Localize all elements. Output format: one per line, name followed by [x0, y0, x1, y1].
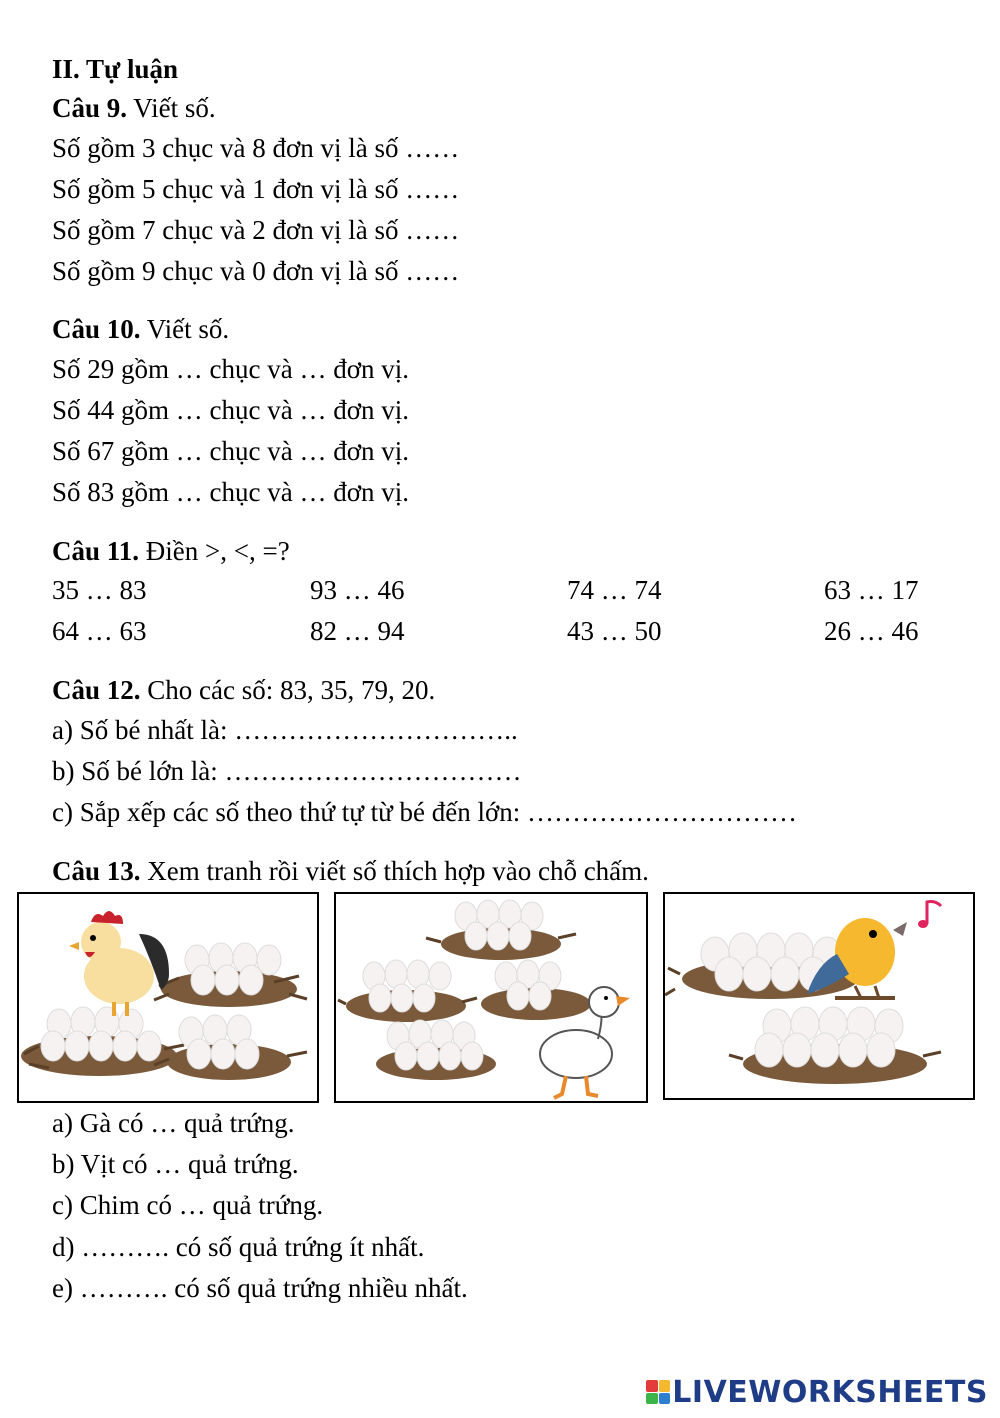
- question-12-label: Câu 12.: [52, 675, 141, 705]
- question-13-instruction: Xem tranh rồi viết số thích hợp vào chỗ chấm.: [140, 856, 649, 886]
- comparison-cell: 35 … 83: [52, 575, 147, 605]
- question-10-line: Số 29 gồm … chục và … đơn vị.: [52, 354, 409, 384]
- chicken-nests-picture: [17, 892, 319, 1103]
- question-9-header: [52, 92, 216, 124]
- nest-icon: [338, 960, 477, 1022]
- question-13-line: c) Chim có … quả trứng.: [52, 1190, 324, 1220]
- question-12-line: a) Số bé nhất là: …………………………..: [52, 715, 518, 745]
- question-10-line: Số 83 gồm … chục và … đơn vị.: [52, 477, 409, 507]
- chicken-icon: [69, 911, 169, 1016]
- comparison-cell: 82 … 94: [310, 616, 405, 646]
- comparison-cell: 93 … 46: [310, 575, 405, 605]
- music-note-icon: [918, 902, 941, 929]
- question-11-header: [52, 535, 290, 567]
- question-10-label: Câu 10.: [52, 314, 141, 344]
- logo-mark-icon: [646, 1380, 670, 1404]
- nest-icon: [729, 1007, 941, 1084]
- liveworksheets-logo: [646, 1374, 988, 1410]
- comparison-cell: 74 … 74: [567, 575, 662, 605]
- question-13-label: Câu 13.: [52, 856, 141, 886]
- nest-icon: [376, 1020, 496, 1080]
- question-12-line: c) Sắp xếp các số theo thứ tự từ bé đến lớn: …………………………: [52, 797, 798, 827]
- question-13-line: e) ………. có số quả trứng nhiều nhất.: [52, 1273, 468, 1303]
- question-12-header: [52, 674, 435, 706]
- question-9-line: Số gồm 9 chục và 0 đơn vị là số ……: [52, 256, 460, 286]
- comparison-cell: 43 … 50: [567, 616, 662, 646]
- nest-icon: [481, 960, 591, 1020]
- bird-nests-picture: [663, 892, 975, 1100]
- question-13-line: a) Gà có … quả trứng.: [52, 1108, 295, 1138]
- question-12-line: b) Số bé lớn là: ……………………………: [52, 756, 522, 786]
- section-title: II. Tự luận: [52, 54, 179, 84]
- nest-icon: [154, 943, 307, 1007]
- question-13-line: b) Vịt có … quả trứng.: [52, 1149, 299, 1179]
- comparison-cell: 26 … 46: [824, 616, 919, 646]
- question-11-label: Câu 11.: [52, 536, 140, 566]
- question-9-instruction: Viết số.: [127, 93, 216, 123]
- nest-icon: [21, 1007, 184, 1076]
- question-12-instruction: Cho các số: 83, 35, 79, 20.: [140, 675, 436, 705]
- question-13-header: [52, 855, 649, 887]
- question-9-line: Số gồm 3 chục và 8 đơn vị là số ……: [52, 133, 460, 163]
- comparison-cell: 64 … 63: [52, 616, 147, 646]
- nest-icon: [426, 900, 576, 960]
- question-10-line: Số 67 gồm … chục và … đơn vị.: [52, 436, 409, 466]
- logo-text: LIVEWORKSHEETS: [672, 1374, 988, 1410]
- question-9-line: Số gồm 7 chục và 2 đơn vị là số ……: [52, 215, 460, 245]
- question-13-line: d) ………. có số quả trứng ít nhất.: [52, 1232, 425, 1262]
- question-10-instruction: Viết số.: [140, 314, 230, 344]
- comparison-cell: 63 … 17: [824, 575, 919, 605]
- question-10-header: [52, 313, 229, 345]
- question-10-line: Số 44 gồm … chục và … đơn vị.: [52, 395, 409, 425]
- question-9-label: Câu 9.: [52, 93, 128, 123]
- duck-nests-picture: [334, 892, 648, 1103]
- question-11-instruction: Điền >, <, =?: [139, 536, 290, 566]
- question-9-line: Số gồm 5 chục và 1 đơn vị là số ……: [52, 174, 460, 204]
